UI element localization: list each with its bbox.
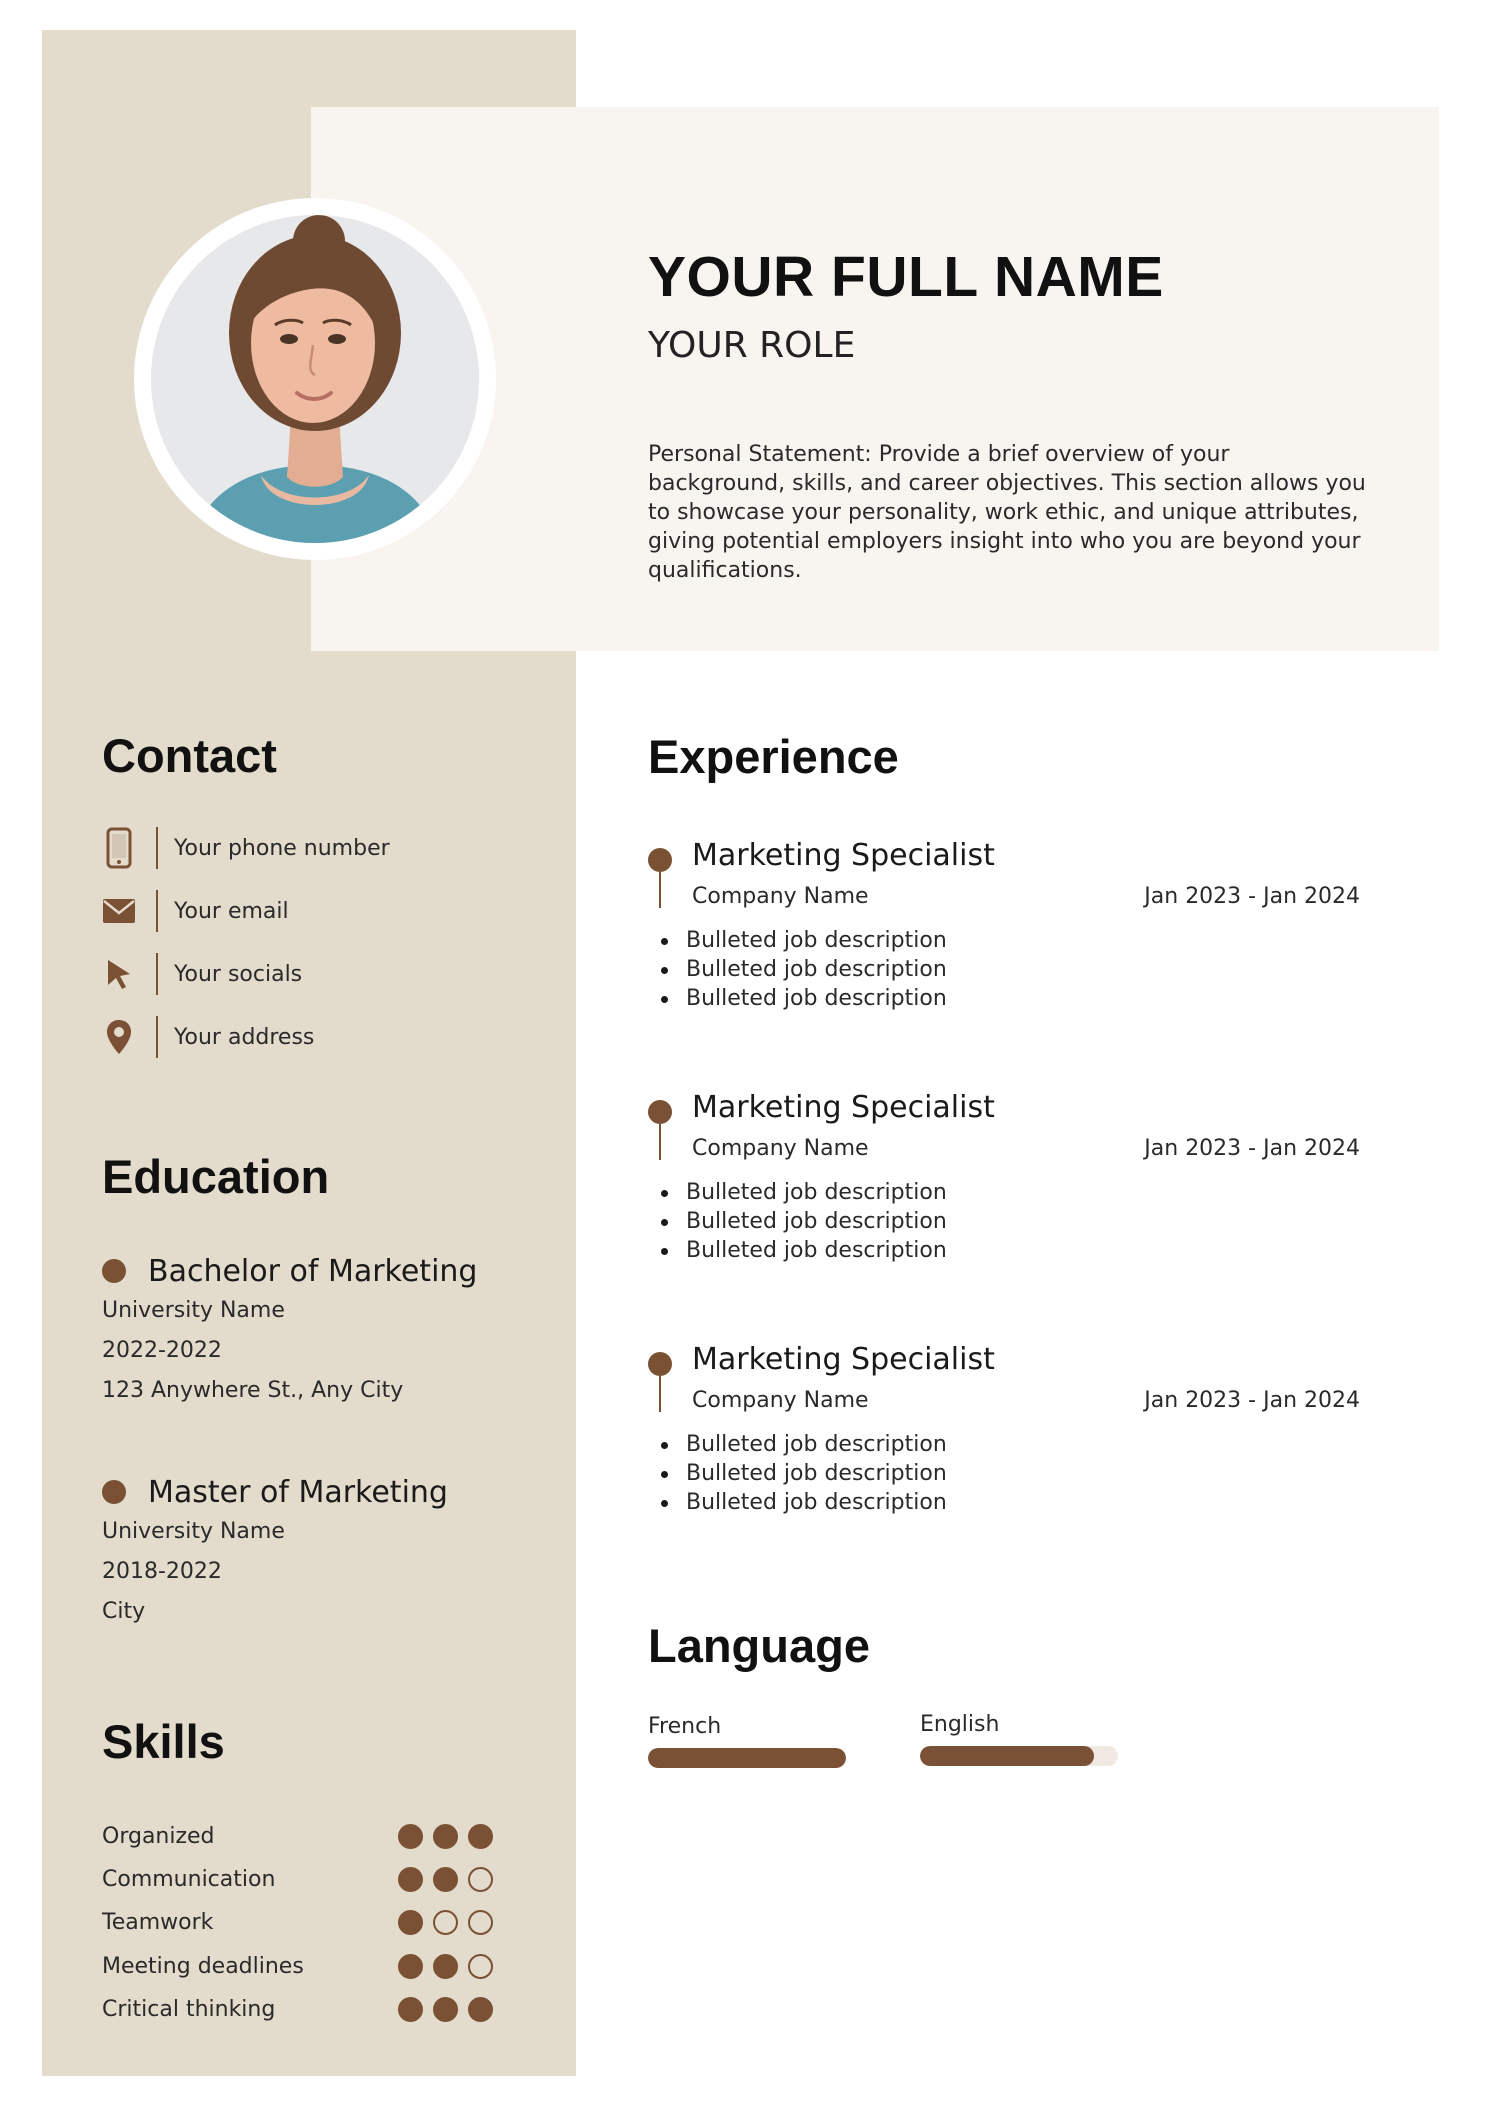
rating-dot-filled (468, 1997, 493, 2022)
language-level-fill (920, 1746, 1094, 1766)
job-description-item: Bulleted job description (686, 957, 947, 982)
contact-divider (156, 1016, 158, 1058)
education-location: 123 Anywhere St., Any City (102, 1378, 404, 1403)
rating-dot-empty (468, 1954, 493, 1979)
job-dates: Jan 2023 - Jan 2024 (1144, 1136, 1360, 1161)
rating-dot-filled (398, 1997, 423, 2022)
contact-divider (156, 827, 158, 869)
contact-divider (156, 953, 158, 995)
email-icon (100, 892, 138, 930)
skills-heading: Skills (102, 1715, 225, 1768)
contact-text: Your socials (174, 961, 303, 987)
language-item (648, 1714, 848, 1768)
phone-icon (100, 829, 138, 867)
skill-row (102, 1993, 502, 2025)
company-name: Company Name (692, 884, 869, 909)
degree-name: Bachelor of Marketing (148, 1253, 478, 1289)
language-level-fill (648, 1748, 846, 1768)
language-level-bar (920, 1746, 1118, 1766)
rating-dot-filled (398, 1910, 423, 1935)
bullet-dot-icon (102, 1480, 126, 1504)
skill-row (102, 1950, 502, 1982)
full-name: YOUR FULL NAME (648, 245, 1164, 309)
language-name: French (648, 1714, 722, 1739)
location-pin-icon (100, 1018, 138, 1056)
experience-heading: Experience (648, 730, 899, 783)
rating-dot-filled (433, 1997, 458, 2022)
education-location: City (102, 1599, 146, 1624)
experience-item (648, 1342, 1368, 1532)
rating-dot-filled (433, 1824, 458, 1849)
job-description-item: Bulleted job description (686, 1461, 947, 1486)
job-description-list (686, 1178, 947, 1265)
university-name: University Name (102, 1519, 285, 1544)
job-title: Marketing Specialist (692, 1342, 995, 1377)
timeline-pin-icon (648, 1352, 672, 1414)
role-title: YOUR ROLE (648, 325, 856, 366)
skill-row (102, 1820, 502, 1852)
experience-item (648, 838, 1368, 1028)
rating-dot-empty (433, 1910, 458, 1935)
rating-dot-filled (398, 1954, 423, 1979)
contact-item-address[interactable] (100, 1015, 314, 1059)
language-name: English (920, 1712, 1000, 1737)
job-description-item: Bulleted job description (686, 1238, 947, 1263)
rating-dot-filled (468, 1824, 493, 1849)
experience-item (648, 1090, 1368, 1280)
job-dates: Jan 2023 - Jan 2024 (1144, 884, 1360, 909)
skill-rating (398, 1997, 493, 2022)
job-title: Marketing Specialist (692, 838, 995, 873)
skill-row (102, 1906, 502, 1938)
rating-dot-filled (433, 1954, 458, 1979)
job-description-list (686, 1430, 947, 1517)
rating-dot-filled (398, 1824, 423, 1849)
contact-item-email[interactable] (100, 889, 289, 933)
company-name: Company Name (692, 1388, 869, 1413)
contact-text: Your email (174, 898, 289, 924)
skill-rating (398, 1824, 493, 1849)
rating-dot-filled (398, 1867, 423, 1892)
education-item (102, 1472, 562, 1632)
education-years: 2022-2022 (102, 1338, 222, 1363)
rating-dot-filled (433, 1867, 458, 1892)
job-description-item: Bulleted job description (686, 1209, 947, 1234)
degree-name: Master of Marketing (148, 1474, 448, 1510)
education-years: 2018-2022 (102, 1559, 222, 1584)
job-dates: Jan 2023 - Jan 2024 (1144, 1388, 1360, 1413)
rating-dot-empty (468, 1910, 493, 1935)
skill-row (102, 1863, 502, 1895)
rating-dot-empty (468, 1867, 493, 1892)
skill-name: Meeting deadlines (102, 1953, 304, 1979)
education-heading: Education (102, 1150, 330, 1203)
profile-photo (151, 215, 479, 543)
skill-rating (398, 1910, 493, 1935)
timeline-pin-icon (648, 848, 672, 910)
language-heading: Language (648, 1619, 870, 1672)
contact-text: Your address (174, 1024, 315, 1050)
job-title: Marketing Specialist (692, 1090, 995, 1125)
education-item (102, 1251, 562, 1411)
skill-name: Teamwork (102, 1909, 214, 1935)
language-level-bar (648, 1748, 846, 1768)
skill-rating (398, 1867, 493, 1892)
skill-name: Critical thinking (102, 1996, 276, 2022)
personal-statement: Personal Statement: Provide a brief overview of your background, skills, and career objectives. This section allows you to showcase your personality, work ethic, and unique attributes, giving potential employers insight into who you are beyond your qualifications. (648, 442, 1366, 583)
profile-photo-frame (134, 198, 496, 560)
skill-name: Communication (102, 1866, 276, 1892)
job-description-list (686, 926, 947, 1013)
contact-item-phone[interactable] (100, 826, 390, 870)
job-description-item: Bulleted job description (686, 928, 947, 953)
language-item (920, 1712, 1120, 1766)
timeline-pin-icon (648, 1100, 672, 1162)
skill-name: Organized (102, 1823, 215, 1849)
company-name: Company Name (692, 1136, 869, 1161)
contact-heading: Contact (102, 729, 277, 782)
job-description-item: Bulleted job description (686, 1180, 947, 1205)
job-description-item: Bulleted job description (686, 1490, 947, 1515)
contact-item-socials[interactable] (100, 952, 302, 996)
job-description-item: Bulleted job description (686, 1432, 947, 1457)
bullet-dot-icon (102, 1259, 126, 1283)
cursor-icon (100, 955, 138, 993)
contact-text: Your phone number (174, 835, 390, 861)
job-description-item: Bulleted job description (686, 986, 947, 1011)
skill-rating (398, 1954, 493, 1979)
profile-photo-illustration (151, 215, 479, 543)
contact-divider (156, 890, 158, 932)
university-name: University Name (102, 1298, 285, 1323)
